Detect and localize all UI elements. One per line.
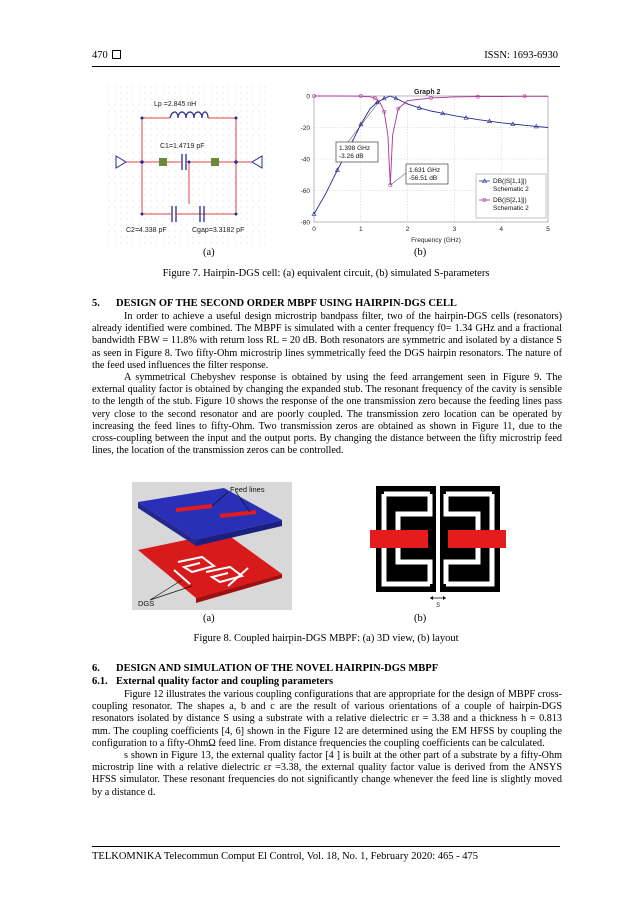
c2-label: C2=4.338 pF [126,227,167,234]
c1-label: C1=1.4719 pF [160,143,205,150]
legend-entry-sub: Schematic 2 [493,205,529,212]
square-icon [112,50,121,59]
x-tick-label: 0 [312,226,316,233]
issn: ISSN: 1693-6930 [484,50,558,61]
section5-body [92,311,562,457]
fig7-panel-b-label: (b) [414,247,427,258]
feed-line-left [370,530,428,548]
chart-legend [476,174,546,218]
section5-heading: 5. DESIGN OF THE SECOND ORDER MBPF USING HAIRPIN-DGS CELL [92,298,457,309]
equivalent-circuit [108,86,270,244]
paragraph: Figure 12 illustrates the various coupling configurations that are appropriate for the design of MBPF cross-coupling resonator. The shapes a, b and c are the result of various orientations of a couple of hairpin-DGS resonators isolated by distance S using a substrate with a relative dielectric εr = 3.38 and a thickness h = 0.813 mm. The coupling coefficients [4, 6] shown in the Figure 12 are determined using the EM HFSS by coupling the configuration to a fifty-OhmΩ feed line. From distance frequencies the coupling coefficients can be calculated. [92,689,562,749]
section6-heading: 6. DESIGN AND SIMULATION OF THE NOVEL HAIRPIN-DGS MBPF [92,663,439,674]
y-tick-label: -20 [300,125,310,132]
mbpf-layout [370,484,506,610]
fig7-panel-a-label: (a) [203,247,215,258]
fig8-panel-a-label: (a) [203,613,215,624]
paragraph: A symmetrical Chebyshev response is obtained by using the feed arrangement seen in Figure 9. The external quality factor is obtained by changing the expanded stub. The resonant frequency of the cavity is sensible to the length of the stub. Figure 10 shows the response of the one transmission zero because the feeding lines pass very close to the second resonator and are poorly coupled. The transmission zero location can be operated by increasing the feed lines to fifty-Ohm. Two transmission zeros are obtained as shown in Figure 11, due to the cross-coupling between the input and the output ports. By changing the distance between the fifty microstrip feed lines, the location of the transmission zeros can be controlled. [92,372,562,457]
fig8-panel-b-label: (b) [414,613,427,624]
page-number: 470 [92,50,121,61]
annotation-text: 1.631 GHz [409,167,441,174]
annotation-text: -3.26 dB [339,153,364,160]
paragraph: s shown in Figure 13, the external quality factor [4 ] is built at the other part of a substrate by a fifty-Ohm microstrip line with a relative dielectric εr =3.38, the external quality factor value is derived from the ANSYS HFSS simulator. These resonant frequencies do not significantly change whenever the feed line is slightly moved by a distance d. [92,750,562,798]
chart-title: Graph 2 [414,89,441,96]
legend-entry: DB(|S[1,1]|) [493,178,527,185]
footer-rule [92,846,560,847]
feed-lines-label: Feed lines [230,485,265,494]
mbpf-3d-view [132,482,292,610]
legend-entry: DB(|S[2,1]|) [493,197,527,204]
node-left [159,158,167,166]
s-parameter-chart [286,84,552,246]
x-tick-label: 3 [452,226,457,233]
figure7-caption: Figure 7. Hairpin-DGS cell: (a) equivalent circuit, (b) simulated S-parameters [162,268,490,279]
x-tick-label: 4 [499,226,504,233]
node-right [211,158,219,166]
y-tick-label: -40 [300,156,310,164]
paragraph: In order to achieve a useful design microstrip bandpass filter, two of the hairpin-DGS cells (resonators) already identified were combined. The MBPF is simulated with a center frequency f0= 1.34 GHz and a fractional bandwidth FBW = 11.8% with return loss RL = 20 dB. Both resonators are symmetric and isolated by a distance S as seen in Figure 8. Two fifty-Ohm microstrip lines symmetrically feed the DGS hairpin resonators. The nature of the feed used influences the filter response. [92,311,562,371]
chart-xlabel: Frequency (GHz) [411,237,461,244]
section6-1-heading: 6.1. External quality factor and coupling parameters [92,676,334,687]
y-tick-label: -80 [300,219,310,227]
cgap-label: Cgap=3.3182 pF [192,227,245,234]
x-tick-label: 2 [405,226,410,233]
y-tick-label: -60 [300,188,310,195]
section6-body [92,689,562,799]
annotation-text: 1.398 GHz [339,145,371,152]
dgs-label: DGS [138,599,155,608]
header-rule [92,66,560,67]
figure8-caption: Figure 8. Coupled hairpin-DGS MBPF: (a) 3D view, (b) layout [193,633,459,644]
lp-label: Lp =2.845 nH [154,101,197,108]
x-tick-label: 1 [358,226,363,233]
spacing-s-label: S [435,603,441,609]
y-tick-label: 0 [306,93,310,101]
x-tick-label: 5 [546,226,550,233]
annotation-text: -56.51 dB [409,175,438,182]
feed-line-right [448,530,506,548]
journal-footer: TELKOMNIKA Telecommun Comput El Control, Vol. 18, No. 1, February 2020: 465 - 475 [92,851,478,862]
legend-entry-sub: Schematic 2 [493,186,529,193]
